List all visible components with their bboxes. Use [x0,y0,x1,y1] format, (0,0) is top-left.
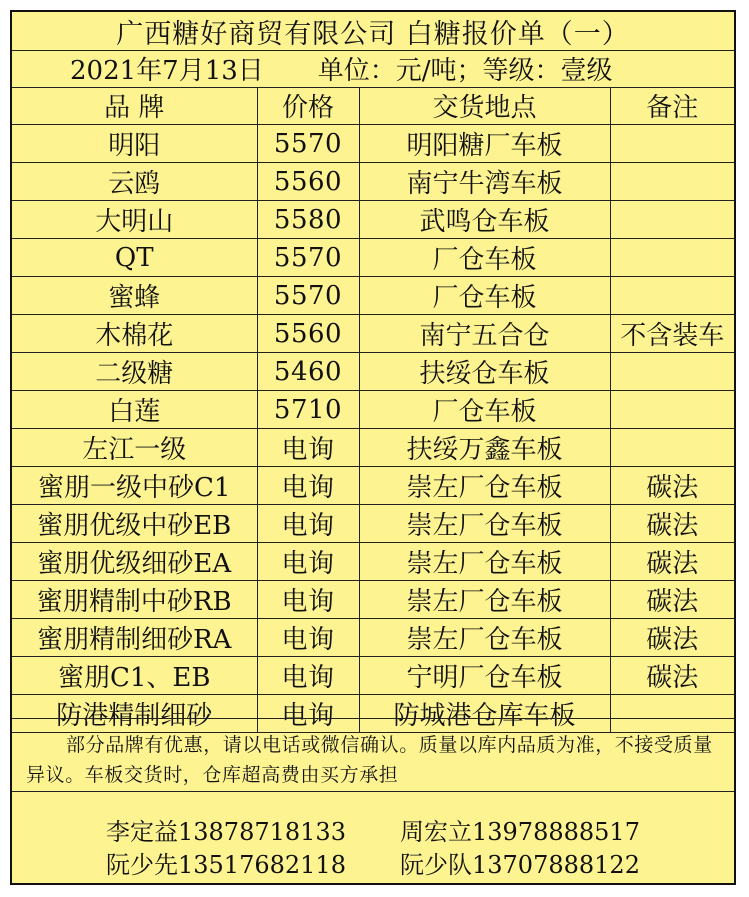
table-row [12,239,734,277]
table-row [12,619,734,657]
location-cell: 武鸣仓车板 [359,201,610,239]
brand-cell: 防港精制细砂 [12,695,257,733]
table-row [12,543,734,581]
contact-phone: 阮少队13707888122 [400,851,640,879]
note-cell: 碳法 [610,505,734,543]
brand-cell: 蜜朋优级中砂EB [12,505,257,543]
price-cell: 电询 [257,505,359,543]
location-cell: 扶绥万鑫车板 [359,429,610,467]
brand-cell: QT [12,239,257,277]
column-header-note: 备注 [610,87,734,125]
location-cell: 崇左厂仓车板 [359,505,610,543]
contact-phone: 李定益13878718133 [106,818,346,846]
price-cell: 电询 [257,695,359,733]
note-cell: 碳法 [610,619,734,657]
sheet-subheader [12,50,734,88]
table-row [12,391,734,429]
brand-cell: 左江一级 [12,429,257,467]
location-cell: 厂仓车板 [359,391,610,429]
note-cell [610,163,734,201]
column-header-brand: 品 牌 [12,87,257,125]
price-cell: 5710 [257,391,359,429]
table-header-row [12,87,734,125]
brand-cell: 大明山 [12,201,257,239]
table-row [12,125,734,163]
location-cell: 厂仓车板 [359,239,610,277]
contacts [12,794,734,884]
brand-cell: 蜜朋一级中砂C1 [12,467,257,505]
price-cell: 电询 [257,543,359,581]
contact-phone: 阮少先13517682118 [106,851,346,879]
column-header-location: 交货地点 [359,87,610,125]
price-cell: 电询 [257,619,359,657]
note-cell [610,391,734,429]
note-cell [610,239,734,277]
price-table-body [12,125,734,733]
note-cell [610,201,734,239]
table-row [12,163,734,201]
brand-cell: 蜜朋精制细砂RA [12,619,257,657]
brand-cell: 蜜蜂 [12,277,257,315]
brand-cell: 白莲 [12,391,257,429]
note-cell [610,353,734,391]
note-cell: 碳法 [610,581,734,619]
price-table [12,87,734,733]
note-cell [610,125,734,163]
table-row [12,201,734,239]
price-sheet [10,10,736,885]
table-row [12,277,734,315]
note-cell: 不含装车 [610,315,734,353]
remark-text: 部分品牌有优惠，请以电话或微信确认。质量以库内品质为准，不接受质量异议。车板交货时，仓库超高费由买方承担 [12,718,734,792]
table-row [12,657,734,695]
location-cell: 南宁五合仓 [359,315,610,353]
brand-cell: 云鸥 [12,163,257,201]
note-cell [610,429,734,467]
price-cell: 5570 [257,125,359,163]
price-cell: 5570 [257,277,359,315]
location-cell: 防城港仓库车板 [359,695,610,733]
table-row [12,353,734,391]
sheet-title: 广西糖好商贸有限公司 白糖报价单（一） [12,12,734,51]
table-row [12,429,734,467]
price-cell: 5460 [257,353,359,391]
table-row [12,505,734,543]
location-cell: 崇左厂仓车板 [359,581,610,619]
location-cell: 崇左厂仓车板 [359,467,610,505]
location-cell: 宁明厂仓车板 [359,657,610,695]
location-cell: 崇左厂仓车板 [359,543,610,581]
location-cell: 扶绥仓车板 [359,353,610,391]
brand-cell: 蜜朋精制中砂RB [12,581,257,619]
location-cell: 崇左厂仓车板 [359,619,610,657]
note-cell: 碳法 [610,543,734,581]
price-cell: 电询 [257,657,359,695]
location-cell: 明阳糖厂车板 [359,125,610,163]
brand-cell: 木棉花 [12,315,257,353]
table-row [12,467,734,505]
contact-phone: 周宏立13978888517 [400,818,640,846]
price-cell: 电询 [257,429,359,467]
location-cell: 厂仓车板 [359,277,610,315]
location-cell: 南宁牛湾车板 [359,163,610,201]
price-cell: 电询 [257,581,359,619]
price-cell: 5580 [257,201,359,239]
column-header-price: 价格 [257,87,359,125]
note-cell [610,277,734,315]
brand-cell: 二级糖 [12,353,257,391]
price-cell: 电询 [257,467,359,505]
note-cell: 碳法 [610,657,734,695]
quote-date: 2021年7月13日 [70,56,264,86]
price-cell: 5560 [257,163,359,201]
unit-grade: 单位：元/吨；等级：壹级 [317,56,613,86]
brand-cell: 蜜朋优级细砂EA [12,543,257,581]
brand-cell: 蜜朋C1、EB [12,657,257,695]
table-row [12,581,734,619]
price-cell: 5570 [257,239,359,277]
table-row [12,315,734,353]
price-cell: 5560 [257,315,359,353]
brand-cell: 明阳 [12,125,257,163]
note-cell: 碳法 [610,467,734,505]
